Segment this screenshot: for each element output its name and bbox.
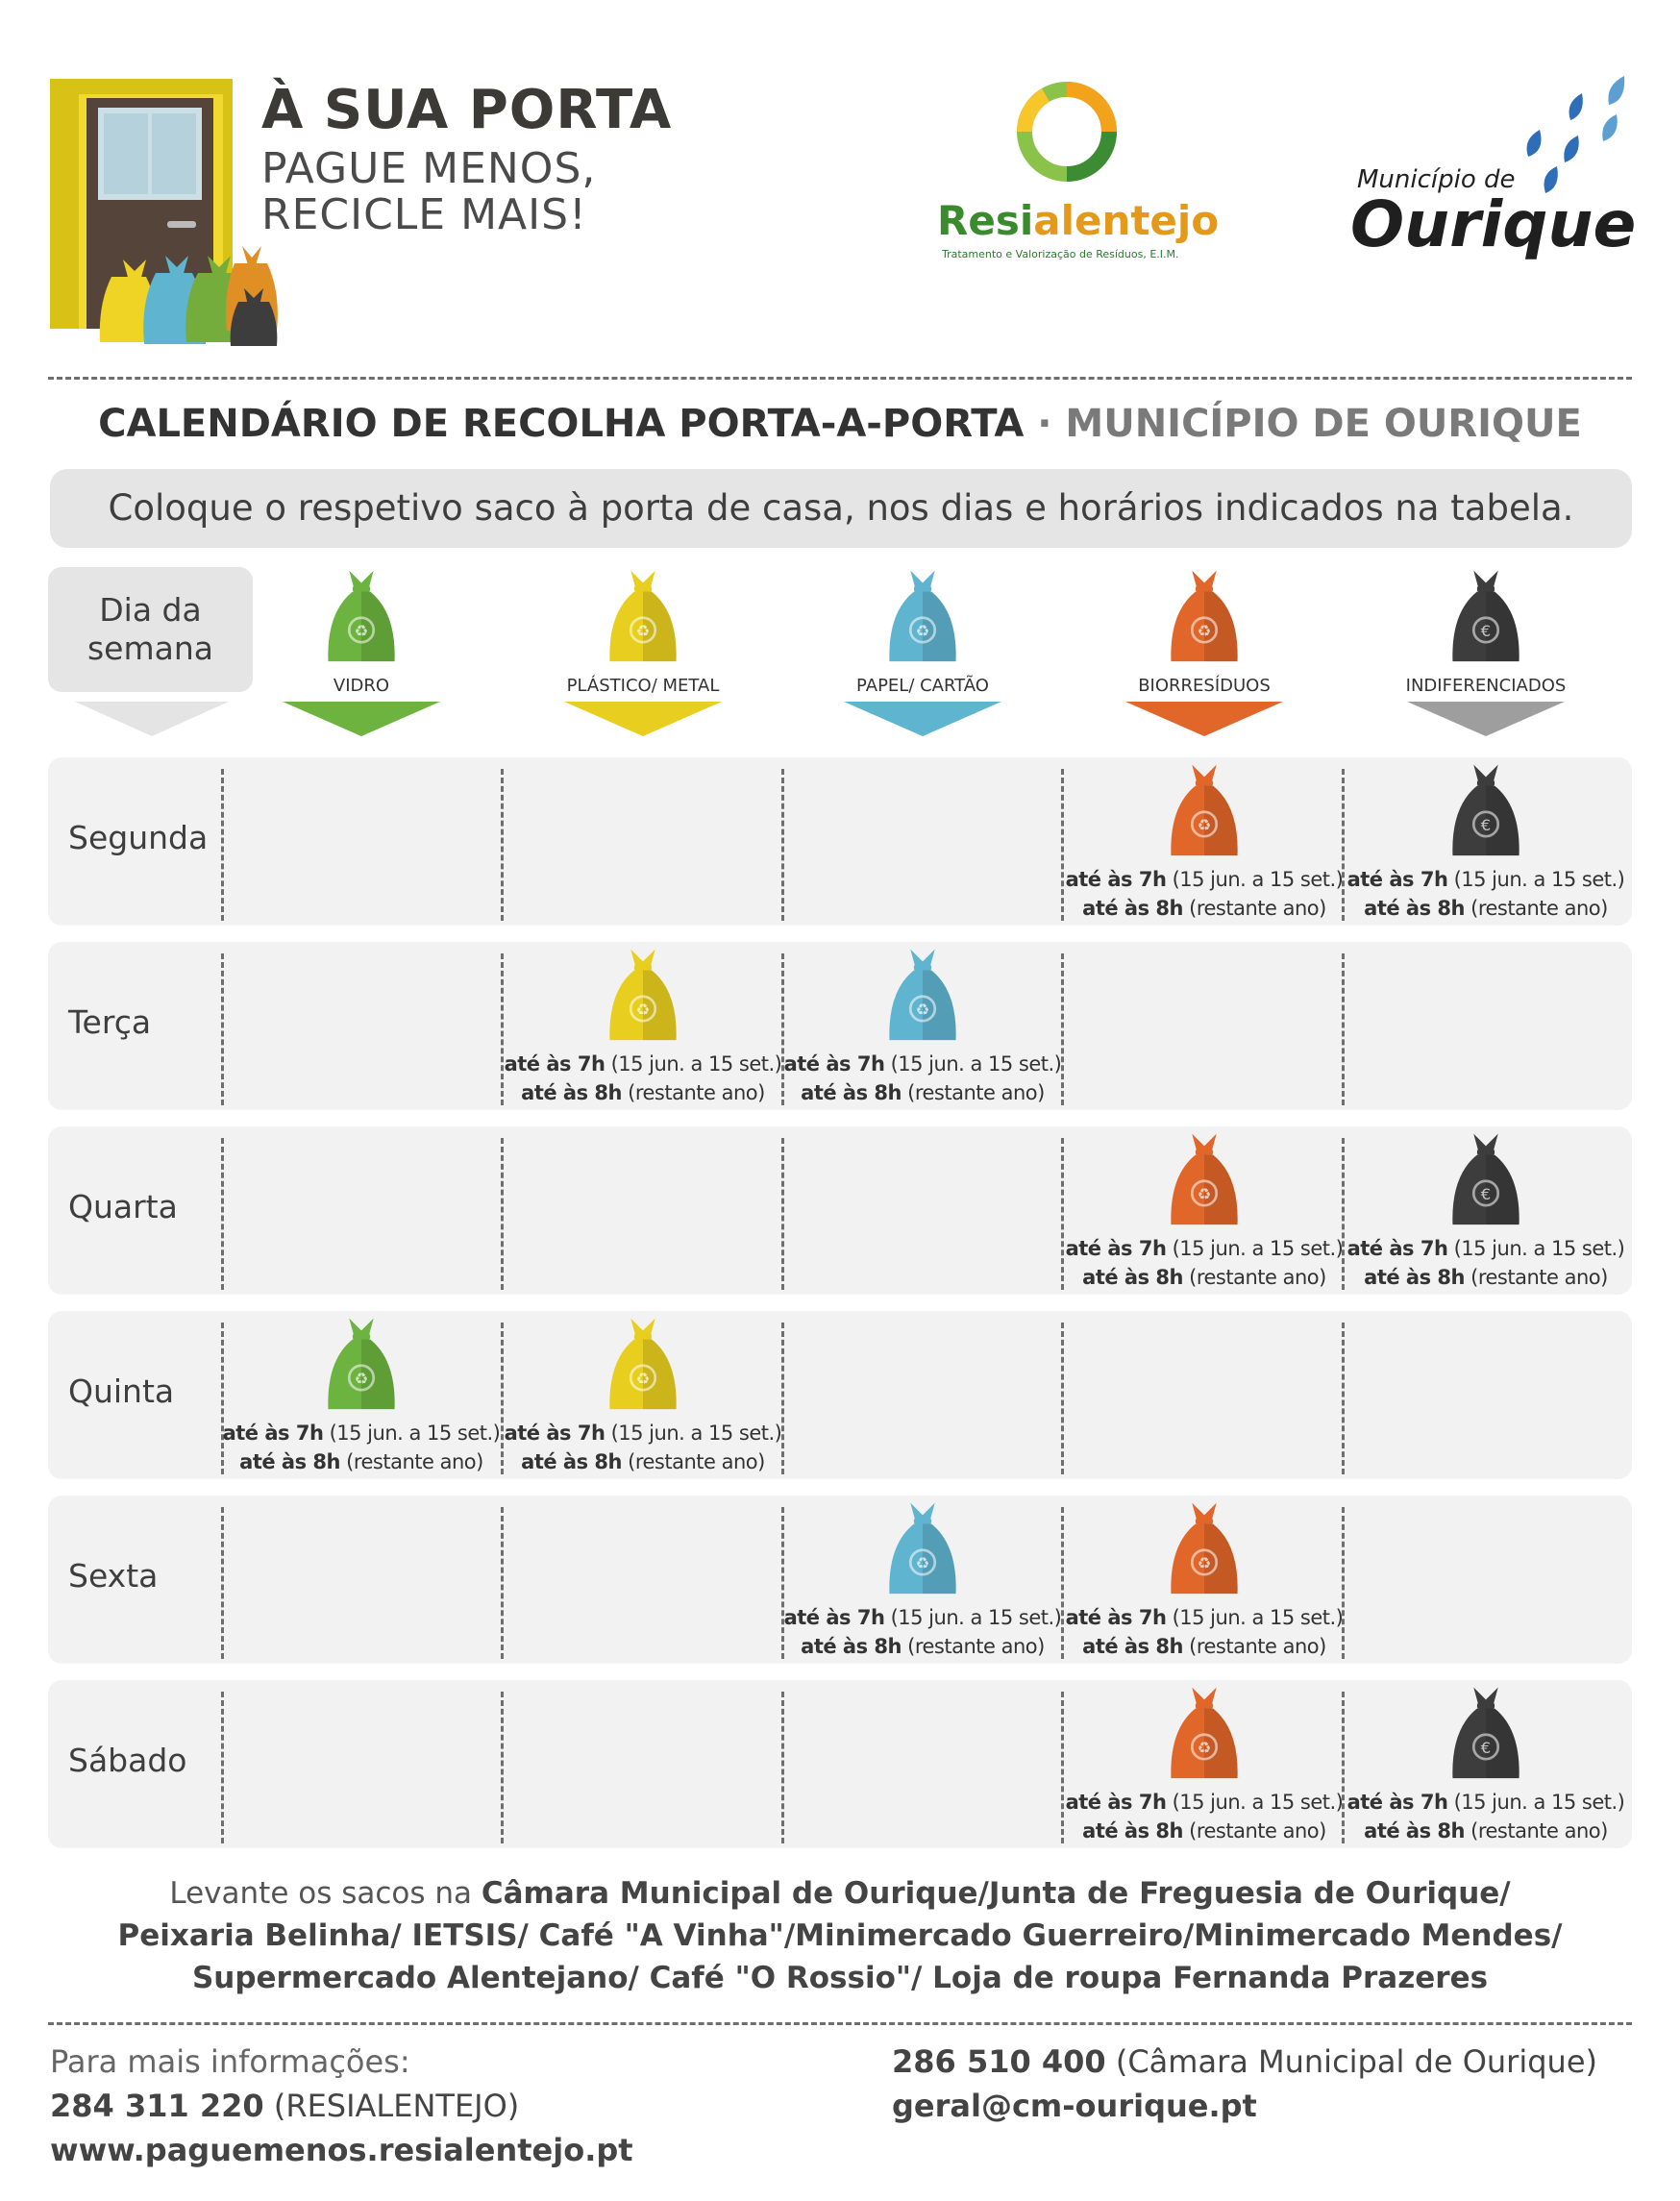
divider-bottom — [48, 2022, 1632, 2025]
collection-time: até às 7h (15 jun. a 15 set.) até às 8h (restante ano) — [222, 1422, 501, 1473]
day-label: Quinta — [68, 1373, 175, 1410]
resialentejo-subtitle: Tratamento e Valorização de Resíduos, E.I.M. — [942, 248, 1179, 260]
instruction-banner: Coloque o respetivo saco à porta de casa, nos dias e horários indicados na tabela. — [50, 469, 1632, 548]
collection-time: até às 7h (15 jun. a 15 set.) até às 8h (restante ano) — [1065, 1606, 1344, 1658]
recycle-icon: ♻ — [354, 621, 369, 640]
euro-icon: € — [1480, 1738, 1492, 1757]
collection-bag-icon — [599, 946, 687, 1042]
weekday-header: Dia da semana — [48, 567, 253, 692]
collection-time: até às 7h (15 jun. a 15 set.) até às 8h (restante ano) — [1065, 868, 1344, 920]
column-divider — [221, 1692, 224, 1843]
recycle-icon: ♻ — [1197, 815, 1212, 834]
collection-bag-icon — [1442, 1130, 1530, 1226]
pickup-locations-line-3: Supermercado Alentejano/ Café "O Rossio"/ Loja de roupa Fernanda Prazeres — [191, 1961, 1489, 1995]
website-link[interactable]: www.paguemenos.resialentejo.pt — [50, 2132, 633, 2168]
ourique-wordmark: Ourique — [1350, 187, 1637, 261]
column-divider — [781, 769, 784, 921]
header-bag-icon — [317, 567, 406, 663]
day-label: Sábado — [68, 1742, 187, 1779]
camara-phone: 286 510 400 (Câmara Municipal de Ourique) — [892, 2043, 1597, 2080]
euro-icon: € — [1480, 815, 1492, 834]
collection-time: até às 7h (15 jun. a 15 set.) até às 8h (restante ano) — [1346, 868, 1625, 920]
recycle-icon: ♻ — [635, 621, 651, 640]
header-bag-icon — [878, 567, 967, 663]
slogan-title: À SUA PORTA — [261, 79, 673, 141]
column-header-label: VIDRO — [333, 676, 390, 696]
email-link[interactable]: geral@cm-ourique.pt — [892, 2088, 1257, 2124]
recycle-icon: ♻ — [1197, 1738, 1212, 1757]
column-header-arrow — [844, 702, 1001, 736]
day-label: Segunda — [68, 819, 209, 856]
column-divider — [501, 1507, 504, 1659]
calendar-title: CALENDÁRIO DE RECOLHA PORTA-A-PORTA · MUNICÍPIO DE OURIQUE — [98, 402, 1582, 446]
resialentejo-wordmark: Resialentejo — [937, 197, 1220, 244]
column-divider — [221, 1507, 224, 1659]
divider-top — [48, 377, 1632, 380]
column-divider — [1342, 1323, 1345, 1474]
column-header-label: PAPEL/ CARTÃO — [856, 676, 989, 696]
municipio-label: Município de — [1357, 165, 1516, 194]
collection-time: até às 7h (15 jun. a 15 set.) até às 8h (restante ano) — [1065, 1237, 1344, 1289]
column-divider — [501, 769, 504, 921]
collection-bag-icon — [1160, 1684, 1248, 1780]
collection-time: até às 7h (15 jun. a 15 set.) até às 8h (restante ano) — [783, 1052, 1062, 1104]
column-header-label: INDIFERENCIADOS — [1405, 676, 1567, 696]
pickup-locations-line-2: Peixaria Belinha/ IETSIS/ Café "A Vinha"/Minimercado Guerreiro/Minimercado Mendes/ — [117, 1918, 1563, 1953]
resialentejo-logo-icon — [1014, 79, 1120, 185]
column-header-arrow — [564, 702, 722, 736]
euro-icon: € — [1480, 1184, 1492, 1203]
column-divider — [1061, 1138, 1064, 1290]
ourique-logo-icon — [1511, 72, 1645, 197]
column-header-arrow — [1407, 702, 1565, 736]
day-label: Quarta — [68, 1188, 178, 1225]
header-bag-icon — [1160, 567, 1248, 663]
column-divider — [1061, 1692, 1064, 1843]
column-divider — [501, 1138, 504, 1290]
recycle-icon: ♻ — [1197, 621, 1212, 640]
column-header-label: PLÁSTICO/ METAL — [566, 676, 720, 696]
collection-bag-icon — [1160, 761, 1248, 857]
pickup-locations-line-1: Levante os sacos na Câmara Municipal de Ourique/Junta de Freguesia de Ourique/ — [169, 1876, 1511, 1911]
column-divider — [221, 769, 224, 921]
recycle-icon: ♻ — [1197, 1553, 1212, 1572]
column-divider — [781, 1138, 784, 1290]
recycle-icon: ♻ — [635, 1000, 651, 1019]
collection-time: até às 7h (15 jun. a 15 set.) até às 8h (restante ano) — [1065, 1791, 1344, 1842]
column-header-arrow — [283, 702, 440, 736]
day-label: Sexta — [68, 1557, 159, 1595]
header-bag-icon — [599, 567, 687, 663]
header-bag-icon — [1442, 567, 1530, 663]
more-info-label: Para mais informações: — [50, 2043, 410, 2080]
column-divider — [221, 953, 224, 1105]
recycle-icon: ♻ — [915, 621, 930, 640]
column-header-arrow — [1125, 702, 1283, 736]
slogan-line-1: PAGUE MENOS, — [261, 144, 597, 193]
column-divider — [501, 1692, 504, 1843]
day-label: Terça — [68, 1003, 152, 1041]
recycle-icon: ♻ — [1197, 1184, 1212, 1203]
column-divider — [1342, 953, 1345, 1105]
collection-bag-icon — [317, 1315, 406, 1411]
collection-bag-icon — [599, 1315, 687, 1411]
recycle-icon: ♻ — [915, 1000, 930, 1019]
collection-bag-icon — [1160, 1130, 1248, 1226]
collection-bag-icon — [878, 1499, 967, 1595]
column-divider — [781, 1692, 784, 1843]
collection-bag-icon — [1160, 1499, 1248, 1595]
collection-time: até às 7h (15 jun. a 15 set.) até às 8h (restante ano) — [1346, 1791, 1625, 1842]
euro-icon: € — [1480, 621, 1492, 640]
slogan-line-2: RECICLE MAIS! — [261, 190, 587, 239]
collection-time: até às 7h (15 jun. a 15 set.) até às 8h (restante ano) — [783, 1606, 1062, 1658]
collection-time: até às 7h (15 jun. a 15 set.) até às 8h (restante ano) — [504, 1422, 782, 1473]
collection-time: até às 7h (15 jun. a 15 set.) até às 8h (restante ano) — [1346, 1237, 1625, 1289]
collection-bag-icon — [1442, 1684, 1530, 1780]
column-header-label: BIORRESÍDUOS — [1138, 676, 1271, 696]
collection-bag-icon — [878, 946, 967, 1042]
column-divider — [1061, 1323, 1064, 1474]
recycle-icon: ♻ — [354, 1369, 369, 1388]
recycle-icon: ♻ — [635, 1369, 651, 1388]
column-divider — [1061, 769, 1064, 921]
resialentejo-phone: 284 311 220 (RESIALENTEJO) — [50, 2088, 520, 2124]
collection-time: até às 7h (15 jun. a 15 set.) até às 8h (restante ano) — [504, 1052, 782, 1104]
column-divider — [221, 1138, 224, 1290]
weekday-header-arrow — [75, 702, 229, 736]
recycle-icon: ♻ — [915, 1553, 930, 1572]
collection-bag-icon — [1442, 761, 1530, 857]
